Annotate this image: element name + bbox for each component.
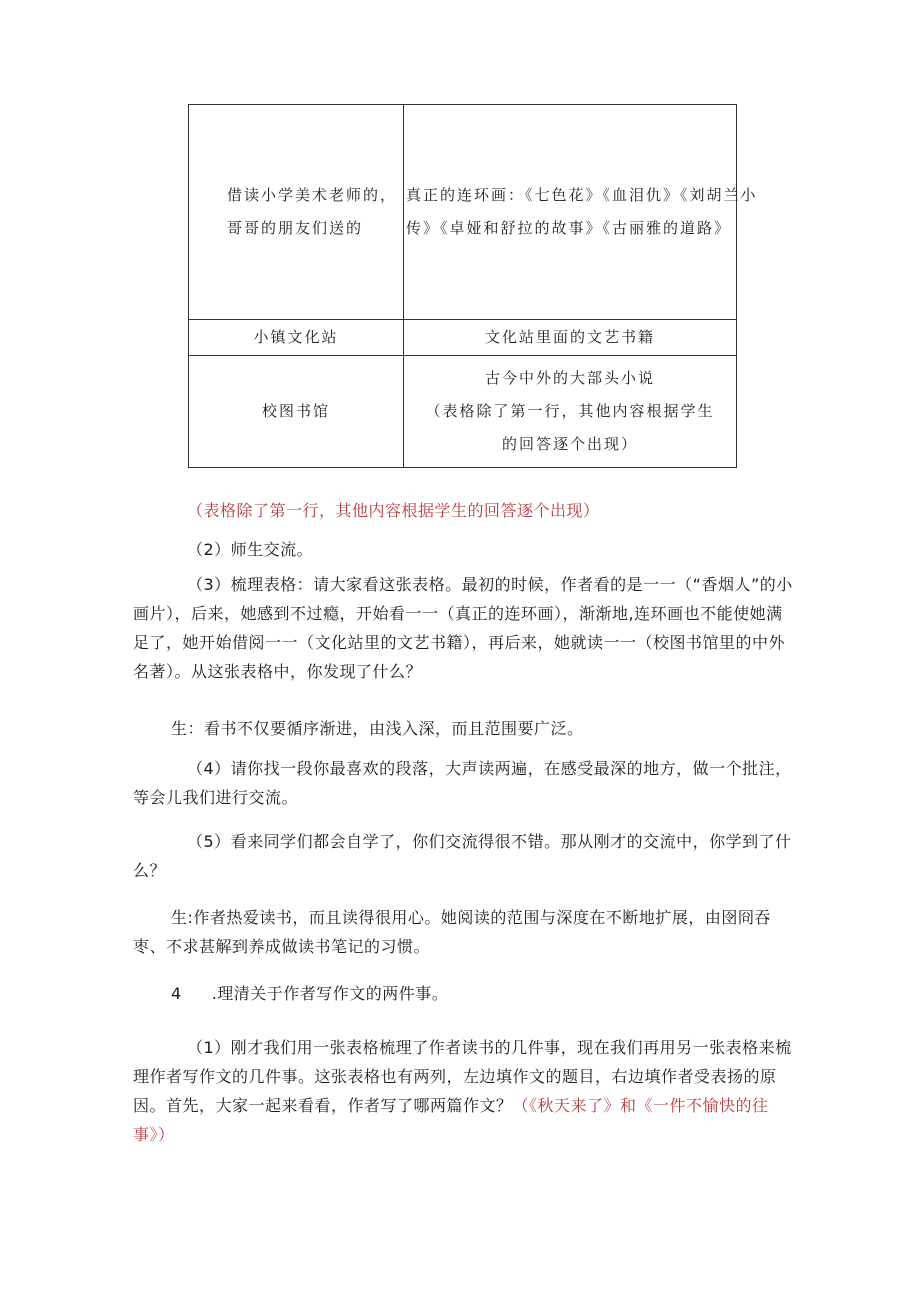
step-2-paragraph: （2）师生交流。 <box>187 540 314 559</box>
content-line: 的回答逐个出现） <box>501 435 638 453</box>
step-5-paragraph: （5）看来同学们都会自学了，你们交流得很不错。那从刚才的交流中，你学到了什么？ <box>133 832 792 880</box>
source-cell: 校图书馆 <box>189 356 404 468</box>
content-line: 文化站里面的文艺书籍 <box>484 328 655 346</box>
essay-titles-answer: （《秋天来了》和《一件不愉快的往事》） <box>133 1096 769 1144</box>
content-cell <box>404 320 737 356</box>
step-4-paragraph: （4）请你找一段你最喜欢的段落，大声读两遍，在感受最深的地方，做一个批注，等会儿我们进行交流。 <box>133 759 792 807</box>
table-row <box>189 320 737 356</box>
content-cell <box>404 356 737 468</box>
section-number: 4 <box>171 984 182 1003</box>
reading-sources-table <box>188 104 758 468</box>
table-row <box>189 105 737 320</box>
content-cell <box>404 105 758 320</box>
student-answer-2: 生:作者热爱读书，而且读得很用心。她阅读的范围与深度在不断地扩展，由囹冏吞枣、不求甚解到养成做读书笔记的习惯。 <box>133 908 771 956</box>
source-cell: 借读小学美术老师的，哥哥的朋友们送的 <box>189 105 404 320</box>
step-6-text: （1）刚才我们用一张表格梳理了作者读书的几件事，现在我们再用另一张表格来梳理作者写作文的几件事。这张表格也有两列，左边填作文的题目，右边填作者受表扬的原因。首先，大家一起来看看，作者写了哪两篇作文？ <box>133 1038 792 1115</box>
content-line: 真正的连环画：《七色花》《血泪仇》《刘胡兰小 <box>406 186 758 204</box>
table-row <box>189 356 737 468</box>
section-4-heading <box>171 979 797 1008</box>
section-title: .理清关于作者写作文的两件事。 <box>211 984 449 1003</box>
step-3-paragraph: （3）梳理表格：请大家看这张表格。最初的时候，作者看的是一一（“香烟人”的小画片），后来，她感到不过瘾，开始看一一（真正的连环画），渐渐地,连环画也不能使她满足了，她开始借阅一一（文化站里的文艺书籍），再后来，她就读一一（校图书馆里的中外名著）。从这张表格中，你发现了什么？ <box>133 575 793 681</box>
content-line: （表格除了第一行，其他内容根据学生 <box>425 402 715 420</box>
table-note: （表格除了第一行，其他内容根据学生的回答逐个出现） <box>187 501 600 520</box>
source-cell: 小镇文化站 <box>189 320 404 356</box>
content-line: 古今中外的大部头小说 <box>484 369 655 387</box>
content-line: 传》《卓娅和舒拉的故事》《古丽雅的道路》 <box>406 219 732 237</box>
student-answer-1: 生：看书不仅要循序渐进，由浅入深，而且范围要广泛。 <box>171 719 584 738</box>
step-6-paragraph <box>133 1033 797 1149</box>
